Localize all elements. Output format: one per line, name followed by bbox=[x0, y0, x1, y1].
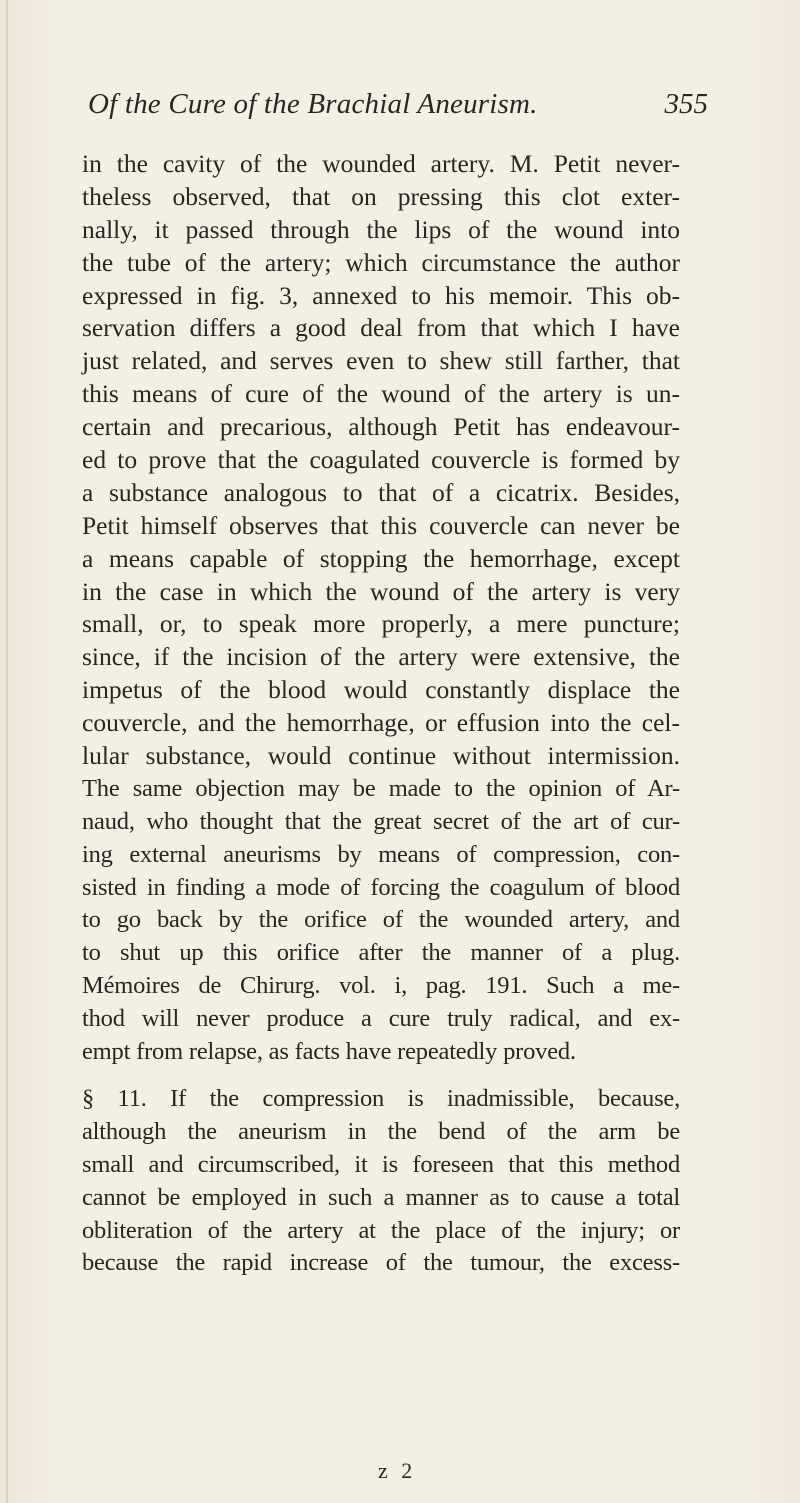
text-line: to go back by the orifice of the wounded artery, and bbox=[82, 906, 680, 934]
signature-mark: z 2 bbox=[378, 1458, 417, 1483]
text-line: couvercle, and the hemorrhage, or effusion into the cel- bbox=[82, 708, 680, 738]
text-line: just related, and serves even to shew still farther, that bbox=[82, 346, 680, 376]
running-title: Of the Cure of the Brachial Aneurism. bbox=[88, 88, 538, 120]
section-line: § 11. If the compression is inadmissible, because, bbox=[82, 1084, 680, 1112]
paragraph-gap bbox=[82, 1069, 680, 1083]
section-line: obliteration of the artery at the place of the injury; or bbox=[82, 1216, 680, 1244]
text-line: empt from relapse, as facts have repeatedly proved. bbox=[82, 1038, 576, 1066]
text-line: since, if the incision of the artery were extensive, the bbox=[82, 642, 680, 672]
text-line: a substance analogous to that of a cicatrix. Besides, bbox=[82, 477, 680, 507]
page-edge-shadow bbox=[6, 0, 8, 1503]
text-line: ing external aneurisms by means of compression, con- bbox=[82, 840, 680, 868]
text-line: small, or, to speak more properly, a mere puncture; bbox=[82, 609, 680, 639]
text-line: the tube of the artery; which circumstance the author bbox=[82, 247, 680, 277]
text-line: in the case in which the wound of the artery is very bbox=[82, 576, 680, 606]
text-line: a means capable of stopping the hemorrhage, except bbox=[82, 543, 680, 573]
text-line: ed to prove that the coagulated couvercle is formed by bbox=[82, 445, 680, 475]
section-line: although the aneurism in the bend of the arm be bbox=[82, 1117, 680, 1145]
text-line: in the cavity of the wounded artery. M. Petit never- bbox=[82, 149, 680, 178]
page-number: 355 bbox=[664, 88, 708, 120]
section-line: cannot be employed in such a manner as to cause a total bbox=[82, 1183, 680, 1211]
text-line: naud, who thought that the great secret of the art of cur- bbox=[82, 807, 680, 835]
body-text bbox=[82, 148, 680, 1280]
text-line: sisted in finding a mode of forcing the coagulum of blood bbox=[82, 873, 680, 901]
text-line: impetus of the blood would constantly displace the bbox=[82, 675, 680, 705]
text-line: expressed in fig. 3, annexed to his memoir. This ob- bbox=[82, 280, 680, 310]
text-line: certain and precarious, although Petit has endeavour- bbox=[82, 412, 680, 442]
text-line: theless observed, that on pressing this clot exter- bbox=[82, 181, 680, 211]
text-line: nally, it passed through the lips of the wound into bbox=[82, 214, 680, 244]
text-line: The same objection may be made to the opinion of Ar- bbox=[82, 774, 680, 802]
text-line: servation differs a good deal from that which I have bbox=[82, 313, 680, 343]
section-line: because the rapid increase of the tumour, the excess- bbox=[82, 1249, 680, 1277]
text-line: lular substance, would continue without intermission. bbox=[82, 741, 680, 771]
running-head bbox=[88, 88, 708, 128]
text-line: Mémoires de Chirurg. vol. i, pag. 191. Such a me- bbox=[82, 972, 680, 1000]
text-line: Petit himself observes that this couvercle can never be bbox=[82, 510, 680, 540]
section-line: small and circumscribed, it is foreseen that this method bbox=[82, 1150, 680, 1178]
text-line: to shut up this orifice after the manner of a plug. bbox=[82, 939, 680, 967]
text-line: this means of cure of the wound of the artery is un- bbox=[82, 379, 680, 409]
text-line: thod will never produce a cure truly radical, and ex- bbox=[82, 1005, 680, 1033]
